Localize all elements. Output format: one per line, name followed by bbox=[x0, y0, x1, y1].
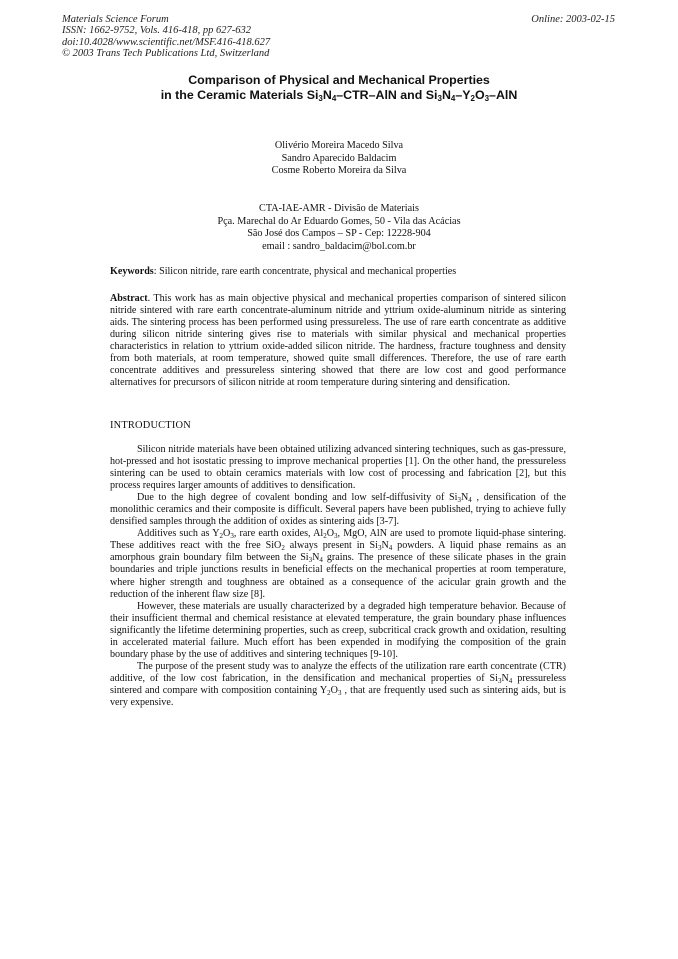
intro-paragraph-2: Due to the high degree of covalent bonding and low self-diffusivity of $Si_3N_4$ , densification of the monolithic ceramics and their composite is difficult. Several papers have been published, trying to achieve fully densified samples through the addition of oxides as sintering aids [3-7]. bbox=[110, 492, 567, 528]
affiliation bbox=[100, 203, 578, 253]
online-date: Online: 2003-02-15 bbox=[531, 14, 615, 25]
title-line-2: in the Ceramic Materials $Si_3N_4-CTR$–AlN and $Si_3N_4-Y_2O_3$–AlN bbox=[160, 88, 518, 103]
affiliation-line: Pça. Marechal do Ar Eduardo Gomes, 50 - Vila das Acácias bbox=[217, 215, 461, 227]
keywords-label: Keywords bbox=[110, 266, 154, 277]
abstract bbox=[110, 293, 566, 389]
affiliation-line: CTA-IAE-AMR - Divisão de Materiais bbox=[259, 203, 419, 214]
journal-name: Materials Science Forum bbox=[62, 14, 169, 25]
section-heading-introduction: INTRODUCTION bbox=[110, 420, 191, 431]
paper-title bbox=[100, 73, 578, 103]
issn-line: ISSN: 1662-9752, Vols. 416-418, pp 627-632 bbox=[62, 25, 251, 37]
abstract-text: . This work has as main objective physical and mechanical properties comparison of sintered silicon nitride sintered with rare earth concentrate-aluminum nitride and yttrium oxide-aluminum nitride as sintering aids. The sintering process has been performed using pressureless. The use of rare earth concentrate as additive during silicon nitride sintering gives rise to materials with similar physical and mechanical properties characteristics in relation to yttrium oxide-added silicon nitride. The hardness, fracture toughness and density from both materials, at room temperature, showed quite small differences. Therefore, the use of rare earth concentrate additives and pressureless sintering showed that there are low cost and good performance alternatives for precursors of silicon nitride at room temperature during sintering and densification. bbox=[110, 293, 566, 389]
author-list bbox=[100, 140, 578, 178]
keywords-text: : Silicon nitride, rare earth concentrate, physical and mechanical properties bbox=[153, 266, 457, 277]
doi-line: doi:10.4028/www.scientific.net/MSF.416-418.627 bbox=[62, 36, 271, 48]
introduction-body bbox=[110, 444, 566, 709]
author-name: Sandro Aparecido Baldacim bbox=[281, 152, 397, 164]
intro-paragraph-1: Silicon nitride materials have been obtained utilizing advanced sintering techniques, such as gas-pressure, hot-pressed and hot isostatic pressing to improve mechanical properties [1]. On the other hand, the pressureless sintering can be used to obtain ceramics materials with low cost of processing and fabrication [2], but this process requires larger amounts of additives to densification. bbox=[110, 444, 566, 492]
intro-paragraph-5: The purpose of the present study was to analyze the effects of the utilization rare earth concentrate (CTR) additive, of the low cost fabrication, in the densification and mechanical properties of $Si_3N_4$ pressureless sintered and compare with composition containing $Y_2O_3$ , that are frequently used such as sintering aids, but is very expensive. bbox=[110, 660, 567, 708]
title-line-1: Comparison of Physical and Mechanical Properties bbox=[188, 73, 490, 87]
keywords bbox=[110, 266, 566, 278]
copyright-line: © 2003 Trans Tech Publications Ltd, Switzerland bbox=[62, 48, 270, 60]
intro-paragraph-4: However, these materials are usually characterized by a degraded high temperature behavior. Because of their insufficient thermal and chemical resistance at elevated temperature, the grain boundary phase influences significantly the lifetime determining properties, such as creep, subcritical crack growth and oxidation, resulting in accelerated material failure. Much effort has been expended in modifying the composition of the grain boundary phase by the use of additives and sintering techniques [9-10]. bbox=[110, 600, 566, 660]
intro-paragraph-3: Additives such as $Y_2O_3$, rare earth oxides, $Al_2O_3$, MgO, AlN are used to promote liquid-phase sintering. These additives react with the free SiO$_2$ always present in $Si_3N_4$ powders. A liquid phase remains as an amorphous grain boundary film between the $Si_3N_4$ grains. The presence of these silicate phases in the grain boundaries and triple junctions results in beneficial effects on the mechanical properties at room temperature, where higher strength and toughness are obtained as a consequence of the acicular grain growth and the reduction of the inherent flaw size [8]. bbox=[110, 528, 566, 600]
author-name: Olivério Moreira Macedo Silva bbox=[274, 140, 404, 151]
author-name: Cosme Roberto Moreira da Silva bbox=[271, 165, 407, 177]
journal-header bbox=[62, 14, 270, 60]
abstract-label: Abstract bbox=[110, 293, 148, 304]
affiliation-line: São José dos Campos – SP - Cep: 12228-904 bbox=[247, 228, 431, 240]
affiliation-email: email : sandro_baldacim@bol.com.br bbox=[262, 240, 416, 252]
